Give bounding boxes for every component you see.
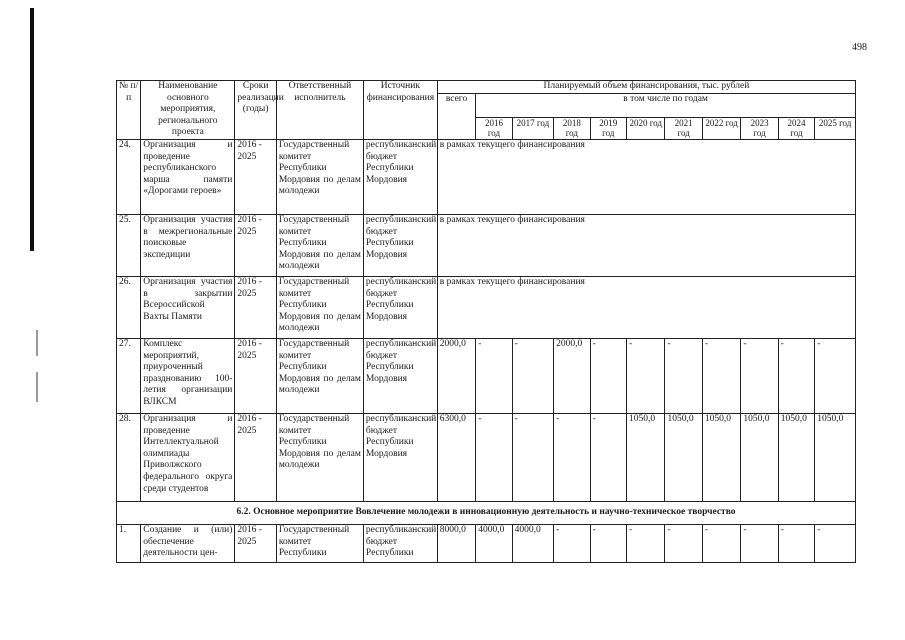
section-title: 6.2. Основное мероприятие Вовлечение молодежи в инновационную деятельность и научно-техническое творчество [117,501,856,524]
row-num: 24. [117,139,141,214]
row-year-value: - [702,524,740,562]
row-year-value: - [590,338,626,413]
row-name: Комплекс мероприятий, приуроченный празднованию 100-летия организации ВЛКСМ [141,338,235,413]
row-year-value: - [590,413,626,501]
row-num: 1. [117,524,141,562]
col-header-num: № п/ п [117,81,141,140]
row-executor: Государственный комитет Республики Мордовия по делам молодежи [276,139,363,214]
row-executor: Государственный комитет Республики Мордовия по делам молодежи [276,413,363,501]
row-total: 2000,0 [437,338,475,413]
row-executor: Государственный комитет Республики Мордовия по делам молодежи [276,338,363,413]
row-financing-note: в рамках текущего финансирования [437,139,855,214]
row-name: Организация и проведение республиканского марша памяти «Дорогами героев» [141,139,235,214]
row-name: Создание и (или) обеспечение деятельности цен- [141,524,235,562]
row-year-value: - [627,524,665,562]
row-year-value: - [554,413,590,501]
table-row [117,413,856,501]
col-header-year: 2020 год [627,117,665,139]
row-source: республиканский бюджет Республики [363,524,437,562]
row-year-value: - [590,524,626,562]
table-row [117,338,856,413]
table-row [117,214,856,276]
row-year-value: - [512,413,553,501]
row-num: 28. [117,413,141,501]
scan-artifact-mark [36,372,38,402]
header-row-1 [117,81,856,94]
row-terms: 2016 - 2025 [235,338,276,413]
row-year-value: 1050,0 [702,413,740,501]
row-year-value: 1050,0 [741,413,778,501]
col-header-executor: Ответственный исполнитель [276,81,363,140]
row-terms: 2016 - 2025 [235,139,276,214]
table-row [117,276,856,338]
row-name: Организация участия в межрегиональные поисковые экспедиции [141,214,235,276]
scan-artifact-mark [36,330,38,356]
row-total: 6300,0 [437,413,475,501]
col-header-year: 2018 год [554,117,590,139]
row-num: 25. [117,214,141,276]
col-header-source: Источник финансирования [363,81,437,140]
row-year-value: 1050,0 [815,413,856,501]
row-financing-note: в рамках текущего финансирования [437,276,855,338]
row-executor: Государственный комитет Республики Мордовия по делам молодежи [276,276,363,338]
row-name: Организация и проведение Интеллектуальной олимпиады Приволжского федерального округа среди студентов [141,413,235,501]
row-year-value: 4000,0 [512,524,553,562]
col-header-year: 2022 год [702,117,740,139]
row-year-value: - [512,338,553,413]
row-year-value: 1050,0 [665,413,702,501]
row-num: 26. [117,276,141,338]
table-row [117,524,856,562]
row-terms: 2016 - 2025 [235,214,276,276]
row-year-value: - [815,524,856,562]
row-terms: 2016 - 2025 [235,276,276,338]
table-row [117,139,856,214]
row-year-value: 2000,0 [554,338,590,413]
row-year-value: - [741,338,778,413]
col-header-terms: Сроки реализации (годы) [235,81,276,140]
row-year-value: 4000,0 [476,524,512,562]
col-header-year: 2019 год [590,117,626,139]
row-year-value: - [554,524,590,562]
row-source: республиканский бюджет Республики Мордовия [363,214,437,276]
financing-table [116,80,856,563]
col-header-year: 2017 год [512,117,553,139]
col-header-year: 2025 год [815,117,856,139]
col-header-year: 2016 год [476,117,512,139]
row-terms: 2016 - 2025 [235,524,276,562]
row-year-value: - [665,524,702,562]
row-source: республиканский бюджет Республики Мордовия [363,413,437,501]
page-number: 498 [852,42,867,53]
row-year-value: - [778,524,814,562]
row-year-value: - [702,338,740,413]
row-financing-note: в рамках текущего финансирования [437,214,855,276]
row-source: республиканский бюджет Республики Мордовия [363,276,437,338]
row-year-value: - [778,338,814,413]
section-row [117,501,856,524]
row-executor: Государственный комитет Республики [276,524,363,562]
row-year-value: 1050,0 [778,413,814,501]
row-year-value: - [815,338,856,413]
col-header-year: 2024 год [778,117,814,139]
row-name: Организация участия в закрытии Всероссийской Вахты Памяти [141,276,235,338]
row-terms: 2016 - 2025 [235,413,276,501]
col-header-planned: Планируемый объем финансирования, тыс. рублей [437,81,855,94]
binding-edge-mark [30,8,34,251]
row-year-value: - [665,338,702,413]
row-year-value: 1050,0 [627,413,665,501]
row-year-value: - [741,524,778,562]
row-total: 8000,0 [437,524,475,562]
row-source: республиканский бюджет Республики Мордовия [363,139,437,214]
row-year-value: - [627,338,665,413]
col-header-by-years: в том числе по годам [476,94,856,118]
row-source: республиканский бюджет Республики Мордовия [363,338,437,413]
row-executor: Государственный комитет Республики Мордовия по делам молодежи [276,214,363,276]
col-header-name: Наименование основного мероприятия, регионального проекта [141,81,235,140]
row-year-value: - [476,338,512,413]
row-num: 27. [117,338,141,413]
col-header-year: 2023 год [741,117,778,139]
row-year-value: - [476,413,512,501]
col-header-year: 2021 год [665,117,702,139]
col-header-total: всего [437,94,475,140]
